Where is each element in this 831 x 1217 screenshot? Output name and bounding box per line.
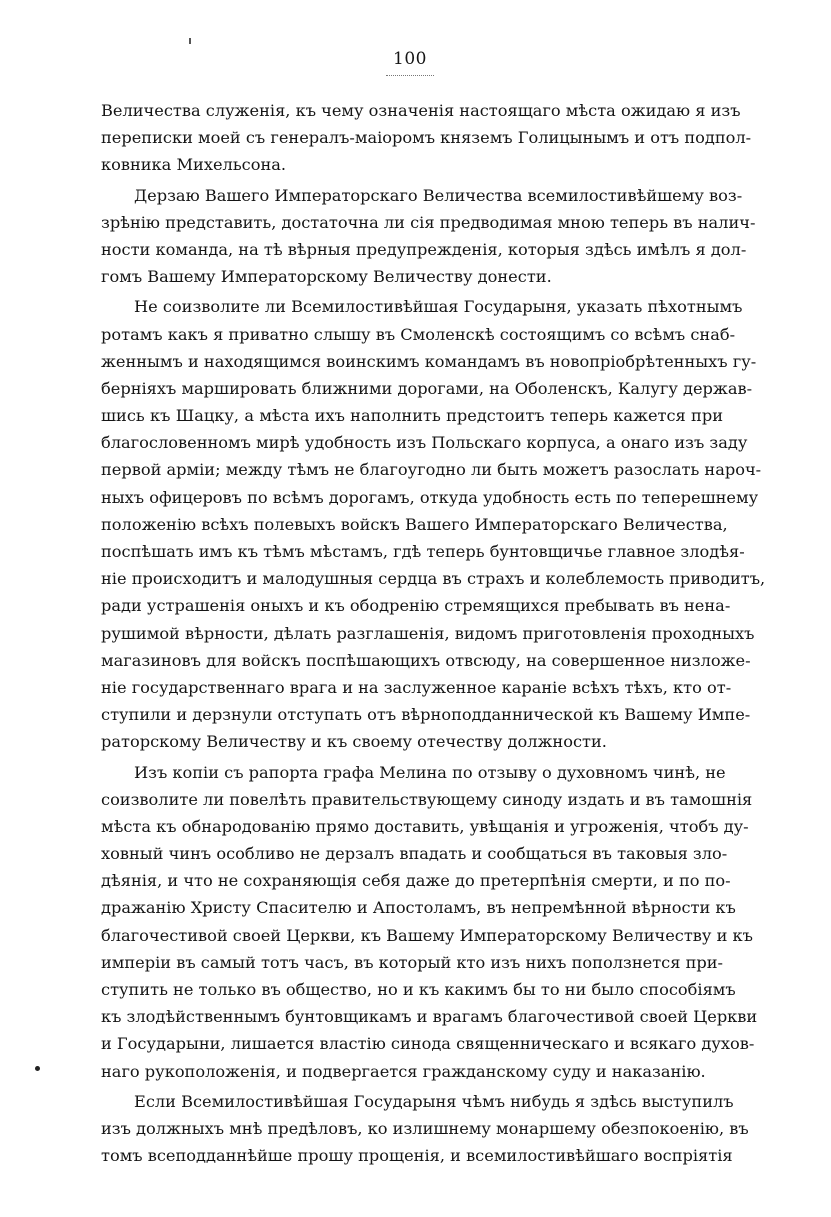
text-line: соизволите ли повелѣть правительствующему синоду издать и въ тамошнія [101, 789, 753, 809]
text-line: ныхъ офицеровъ по всѣмъ дорогамъ, откуда удобность есть по теперешнему [101, 487, 759, 507]
text-line: и Государыни, лишается властію синода священническаго и всякаго духов- [101, 1034, 755, 1054]
text-line: изъ должныхъ мнѣ предѣловъ, ко излишнему монаршему обезпокоенію, въ [101, 1118, 749, 1138]
text-line: Если Всемилостивѣйшая Государыня чѣмъ нибудь я здѣсь выступилъ [134, 1091, 734, 1111]
text-line: томъ всеподданнѣйше прошу прощенія, и всемилостивѣйшаго воспріятія [101, 1146, 733, 1166]
text-line: ковника Михельсона. [101, 155, 287, 175]
text-line: гомъ Вашему Императорскому Величеству донести. [101, 267, 552, 287]
text-line: ніе происходитъ и малодушныя сердца въ страхъ и колеблемость приводитъ, [101, 569, 766, 589]
text-line: рушимой вѣрности, дѣлать разглашенія, видомъ приготовленія проходныхъ [101, 623, 755, 643]
text-line: шись къ Шацку, а мѣста ихъ наполнить предстоитъ теперь кажется при [101, 406, 723, 426]
margin-dot [35, 1066, 40, 1071]
text-line: Изъ копіи съ рапорта графа Мелина по отзыву о духовномъ чинѣ, не [134, 762, 726, 782]
text-line: Дерзаю Вашего Императорскаго Величества всемилостивѣйшему воз- [134, 185, 743, 205]
text-line: магазиновъ для войскъ поспѣшающихъ отвсюду, на совершенное низложе- [101, 650, 751, 670]
text-line: зрѣнію представить, достаточна ли сія предводимая мною теперь въ налич- [101, 212, 756, 232]
paragraph [101, 759, 758, 1085]
margin-mark [189, 38, 191, 44]
text-line: Величества служенія, къ чему означенія настоящаго мѣста ожидаю я изъ [101, 101, 741, 120]
paragraph [101, 97, 752, 179]
text-line: положенію всѣхъ полевыхъ войскъ Вашего Императорскаго Величества, [101, 514, 728, 534]
text-line: ротамъ какъ я приватно слышу въ Смоленскѣ состоящимъ со всѣмъ снаб- [101, 324, 736, 344]
text-line: первой арміи; между тѣмъ не благоугодно ли быть можетъ разослать нароч- [101, 460, 762, 480]
body-text [101, 97, 766, 1169]
text-line: благословенномъ мирѣ удобность изъ Польскаго корпуса, а онаго изъ заду [101, 433, 748, 453]
paragraph [101, 293, 766, 755]
text-line: женнымъ и находящимся воинскимъ командамъ въ новопріобрѣтенныхъ гу- [101, 351, 757, 371]
text-line: поспѣшать имъ къ тѣмъ мѣстамъ, гдѣ теперь бунтовщичье главное злодѣя- [101, 542, 745, 561]
paragraph [101, 182, 756, 291]
text-line: мѣста къ обнародованію прямо доставить, увѣщанія и угроженія, чтобъ ду- [101, 816, 749, 836]
text-line: ховный чинъ особливо не дерзалъ впадать и сообщаться въ таковыя зло- [101, 844, 728, 864]
text-line: ности команда, на тѣ вѣрныя предупрежденія, которыя здѣсь имѣлъ я дол- [101, 239, 747, 259]
text-line: благочестивой своей Церкви, къ Вашему Императорскому Величеству и къ [101, 925, 753, 945]
text-line: ради устрашенія оныхъ и къ ободренію стремящихся пребывать въ нена- [101, 596, 731, 616]
text-line: Не соизволите ли Всемилостивѣйшая Государыня, указать пѣхотнымъ [134, 297, 743, 317]
text-line: берніяхъ маршировать ближними дорогами, на Оболенскъ, Калугу держав- [101, 378, 753, 398]
text-line: имперіи въ самый тотъ часъ, въ который кто изъ нихъ поползнется при- [101, 952, 723, 972]
text-line: ніе государственнаго врага и на заслуженное караніе всѣхъ тѣхъ, кто от- [101, 677, 732, 697]
text-line: ступить не только въ общество, но и къ какимъ бы то ни было способіямъ [101, 980, 736, 999]
text-line: къ злодѣйственнымъ бунтовщикамъ и врагамъ благочестивой своей Церкви [101, 1007, 758, 1027]
page-number: 100 [380, 49, 440, 69]
text-line: переписки моей съ генералъ-маіоромъ княземъ Голицынымъ и отъ подпол- [101, 128, 752, 148]
text-line: раторскому Величеству и къ своему отечеству должности. [101, 732, 607, 752]
text-line: ступили и дерзнули отступать отъ вѣрноподданнической къ Вашему Импе- [101, 705, 751, 725]
text-line: дѣянія, и что не сохраняющія себя даже до претерпѣнія смерти, и по по- [101, 871, 731, 891]
text-line: дражанію Христу Спасителю и Апостоламъ, въ непремѣнной вѣрности къ [101, 898, 736, 918]
paragraph [101, 1088, 749, 1170]
text-line: наго рукоположенія, и подвергается гражданскому суду и наказанію. [101, 1061, 706, 1081]
